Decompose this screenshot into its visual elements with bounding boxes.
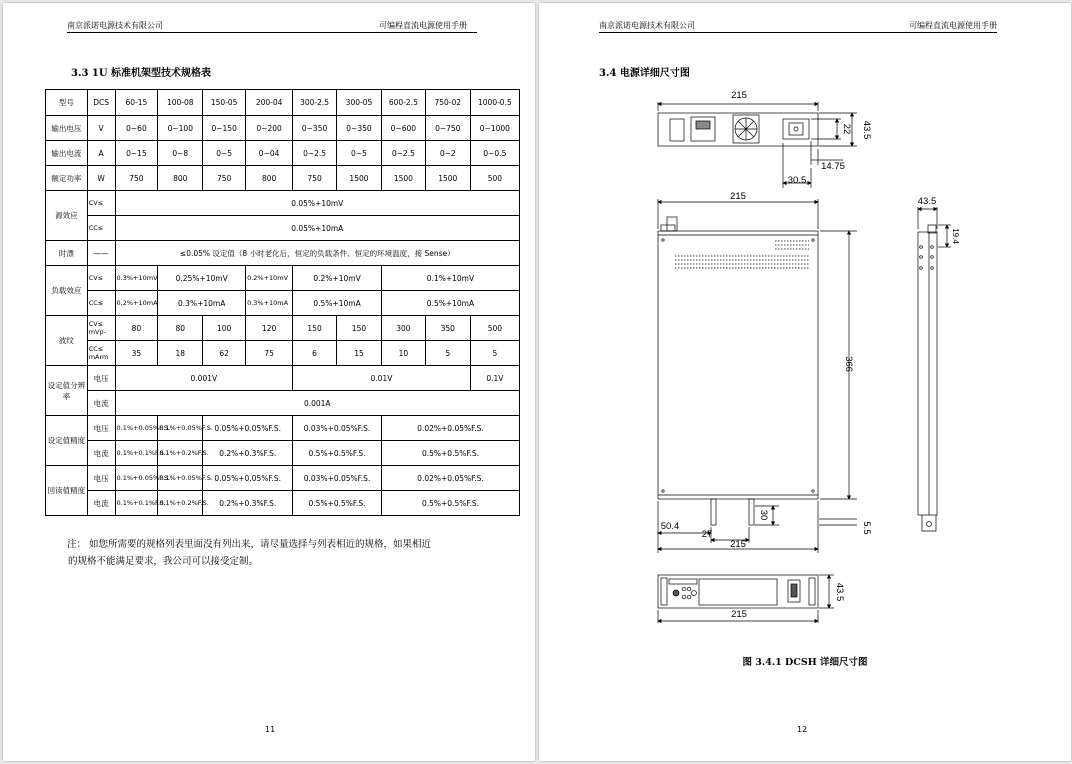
sub-label: 电流 [87, 441, 115, 466]
value-cell: 0.5%+0.5%F.S. [293, 491, 382, 516]
value-cell: 0.1%+0.05%F.S. [158, 416, 203, 441]
section-title: 3.3 1U 标准机架型技术规格表 [71, 68, 212, 79]
value-cell: 0~350 [337, 116, 382, 141]
value-cell: 15 [337, 341, 382, 366]
table-row [46, 291, 520, 316]
value-cell: 80 [158, 316, 203, 341]
dim-terminal-left: 50.4 [660, 521, 680, 532]
manual-header: 可编程直流电源使用手册 [379, 21, 467, 30]
value-cell: 100 [203, 316, 246, 341]
sub-label: 电压 [87, 416, 115, 441]
value-cell: 150 [293, 316, 337, 341]
table-row [46, 491, 520, 516]
row-label: 时漂 [46, 241, 88, 266]
header-cell: DCS [87, 90, 115, 116]
header-cell: 600-2.5 [381, 90, 425, 116]
dim-side-tab: 19.4 [951, 228, 960, 244]
value-cell: 800 [158, 166, 203, 191]
header-cell: 300-2.5 [293, 90, 337, 116]
value-cell: 0~5 [337, 141, 382, 166]
table-row [46, 466, 520, 491]
manual-header: 可编程直流电源使用手册 [909, 21, 997, 30]
table-row [46, 266, 520, 291]
row-label: 回读值精度 [46, 466, 88, 516]
section-title: 3.4 电源详细尺寸图 [599, 68, 690, 79]
value-cell: 800 [246, 166, 293, 191]
table-row [46, 191, 520, 216]
dim-front-height: 43.5 [834, 582, 845, 602]
top-view [658, 217, 818, 525]
value-cell: 0.5%+10mA [381, 291, 519, 316]
value-cell: 750 [115, 166, 158, 191]
table-row [46, 166, 520, 191]
left-page [3, 3, 535, 761]
value-cell: 0~2 [425, 141, 470, 166]
value-cell: 35 [115, 341, 158, 366]
table-row [46, 441, 520, 466]
table-row [46, 416, 520, 441]
value-cell: 5 [470, 341, 519, 366]
value-cell: 0.1%+0.05%F.S. [158, 466, 203, 491]
header-cell: 750-02 [425, 90, 470, 116]
value-cell: 0~600 [381, 116, 425, 141]
company-header: 南京派诺电源技术有限公司 [599, 21, 695, 30]
unit-cell: —— [87, 241, 115, 266]
value-cell: 0.05%+0.05%F.S. [203, 416, 293, 441]
sub-label: CV≤ [87, 191, 115, 216]
rear-view [658, 113, 818, 146]
unit-cell: A [87, 141, 115, 166]
value-cell: 0.1%+0.05%F.S. [115, 466, 158, 491]
value-cell: 0.1%+10mV [381, 266, 519, 291]
row-label: 设定值精度 [46, 416, 88, 466]
table-row [46, 366, 520, 391]
page-number: 12 [797, 725, 808, 734]
value-cell: 62 [203, 341, 246, 366]
row-label: 负载效应 [46, 266, 88, 316]
value-cell: 1500 [337, 166, 382, 191]
value-cell: 10 [381, 341, 425, 366]
value-cell: 75 [246, 341, 293, 366]
table-row [46, 116, 520, 141]
value-cell: 0.1%+0.1%F.S. [115, 441, 158, 466]
row-label: 输出电压 [46, 116, 88, 141]
value-cell: 750 [293, 166, 337, 191]
dim-socket-width: 30.5 [787, 175, 807, 186]
header-cell: 型号 [46, 90, 88, 116]
value-cell: 0.1%+0.2%F.S. [158, 441, 203, 466]
value-cell: 0.001A [115, 391, 519, 416]
value-cell: ≤0.05% 设定值（8 小时老化后，恒定的负载条件、恒定的环境温度，接 Sense） [115, 241, 519, 266]
sub-label: CC≤ [87, 291, 115, 316]
company-header: 南京派诺电源技术有限公司 [67, 21, 163, 30]
spec-table [45, 89, 520, 516]
value-cell: 0.1V [470, 366, 519, 391]
value-cell: 18 [158, 341, 203, 366]
value-cell: 0.2%+0.3%F.S. [203, 491, 293, 516]
value-cell: 0.05%+10mV [115, 191, 519, 216]
value-cell: 300 [381, 316, 425, 341]
value-cell: 0~350 [293, 116, 337, 141]
value-cell: 0~5 [203, 141, 246, 166]
value-cell: 0.5%+0.5%F.S. [381, 491, 519, 516]
header-cell: 150-05 [203, 90, 246, 116]
note-line: 的规格不能满足要求，我公司可以接受定制。 [68, 556, 259, 567]
page-number: 11 [265, 725, 276, 734]
row-label: 输出电流 [46, 141, 88, 166]
value-cell: 0.5%+0.5%F.S. [381, 441, 519, 466]
unit-cell: W [87, 166, 115, 191]
value-cell: 0.3%+10mA [158, 291, 246, 316]
value-cell: 0.2%+0.3%F.S. [203, 441, 293, 466]
table-row [46, 141, 520, 166]
value-cell: 0.1%+0.1%F.S. [115, 491, 158, 516]
header-cell: 1000-0.5 [470, 90, 519, 116]
value-cell: 350 [425, 316, 470, 341]
header-rule [67, 32, 477, 33]
dim-socket-offset: 14.75 [821, 161, 845, 172]
value-cell: 500 [470, 166, 519, 191]
dim-terminal-gap: 27 [701, 529, 713, 540]
dim-socket-height: 22 [841, 123, 852, 135]
row-label: 设定值分辨率 [46, 366, 88, 416]
value-cell: 0.25%+10mV [158, 266, 246, 291]
dim-terminal-tail: 5.5 [861, 521, 872, 535]
dim-front-width: 215 [731, 609, 747, 620]
header-cell: 300-05 [337, 90, 382, 116]
value-cell: 0~200 [246, 116, 293, 141]
dim-top-length: 366 [843, 356, 854, 372]
table-row [46, 241, 520, 266]
figure-caption: 图 3.4.1 DCSH 详细尺寸图 [742, 657, 868, 668]
value-cell: 0~04 [246, 141, 293, 166]
header-cell: 100-08 [158, 90, 203, 116]
value-cell: 0~0.5 [470, 141, 519, 166]
value-cell: 0~750 [425, 116, 470, 141]
right-page [539, 3, 1071, 761]
value-cell: 0.01V [293, 366, 471, 391]
value-cell: 0.5%+0.5%F.S. [293, 441, 382, 466]
value-cell: 0.2%+10mV [246, 266, 293, 291]
sub-label: CC≤ mArm [87, 341, 115, 366]
row-label: 源效应 [46, 191, 88, 241]
sub-label: CV≤ mVp- [87, 316, 115, 341]
sub-label: 电流 [87, 391, 115, 416]
sub-label: 电压 [87, 366, 115, 391]
value-cell: 0.001V [115, 366, 293, 391]
front-view [658, 575, 818, 608]
sub-label: 电流 [87, 491, 115, 516]
table-header-row [46, 90, 520, 116]
value-cell: 120 [246, 316, 293, 341]
value-cell: 0.1%+0.05%F.S. [115, 416, 158, 441]
table-row [46, 216, 520, 241]
dim-rear-height: 43.5 [861, 120, 872, 140]
value-cell: 0~60 [115, 116, 158, 141]
dim-terminal-depth: 30 [758, 509, 769, 521]
value-cell: 80 [115, 316, 158, 341]
value-cell: 0.2%+10mA [115, 291, 158, 316]
value-cell: 0.2%+10mV [293, 266, 382, 291]
value-cell: 0.3%+10mA [246, 291, 293, 316]
table-row [46, 341, 520, 366]
value-cell: 0~1000 [470, 116, 519, 141]
side-view [918, 225, 937, 531]
value-cell: 0.3%+10mV [115, 266, 158, 291]
dim-side-width: 43.5 [917, 196, 937, 207]
table-row [46, 316, 520, 341]
value-cell: 1500 [381, 166, 425, 191]
value-cell: 1500 [425, 166, 470, 191]
table-row [46, 391, 520, 416]
value-cell: 0~2.5 [381, 141, 425, 166]
header-cell: 60-15 [115, 90, 158, 116]
value-cell: 0~8 [158, 141, 203, 166]
value-cell: 0~15 [115, 141, 158, 166]
value-cell: 0.03%+0.05%F.S. [293, 416, 382, 441]
value-cell: 0.05%+10mA [115, 216, 519, 241]
dimension-drawing [539, 3, 1071, 683]
dim-rear-width: 215 [731, 90, 747, 101]
value-cell: 0.03%+0.05%F.S. [293, 466, 382, 491]
sub-label: CV≤ [87, 266, 115, 291]
header-cell: 200-04 [246, 90, 293, 116]
row-label: 额定功率 [46, 166, 88, 191]
dim-top-width: 215 [730, 191, 746, 202]
sub-label: CC≤ [87, 216, 115, 241]
value-cell: 150 [337, 316, 382, 341]
sub-label: 电压 [87, 466, 115, 491]
unit-cell: V [87, 116, 115, 141]
value-cell: 5 [425, 341, 470, 366]
value-cell: 500 [470, 316, 519, 341]
value-cell: 0.02%+0.05%F.S. [381, 416, 519, 441]
value-cell: 750 [203, 166, 246, 191]
value-cell: 0~2.5 [293, 141, 337, 166]
value-cell: 0.02%+0.05%F.S. [381, 466, 519, 491]
value-cell: 0.05%+0.05%F.S. [203, 466, 293, 491]
note-line: 注： 如您所需要的规格列表里面没有列出来，请尽量选择与列表相近的规格，如果相近 [67, 539, 432, 550]
note [67, 536, 477, 570]
value-cell: 0.1%+0.2%F.S. [158, 491, 203, 516]
value-cell: 6 [293, 341, 337, 366]
value-cell: 0.5%+10mA [293, 291, 382, 316]
value-cell: 0~100 [158, 116, 203, 141]
dim-top-bottom-width: 215 [730, 539, 746, 550]
value-cell: 0~150 [203, 116, 246, 141]
row-label: 波纹 [46, 316, 88, 366]
